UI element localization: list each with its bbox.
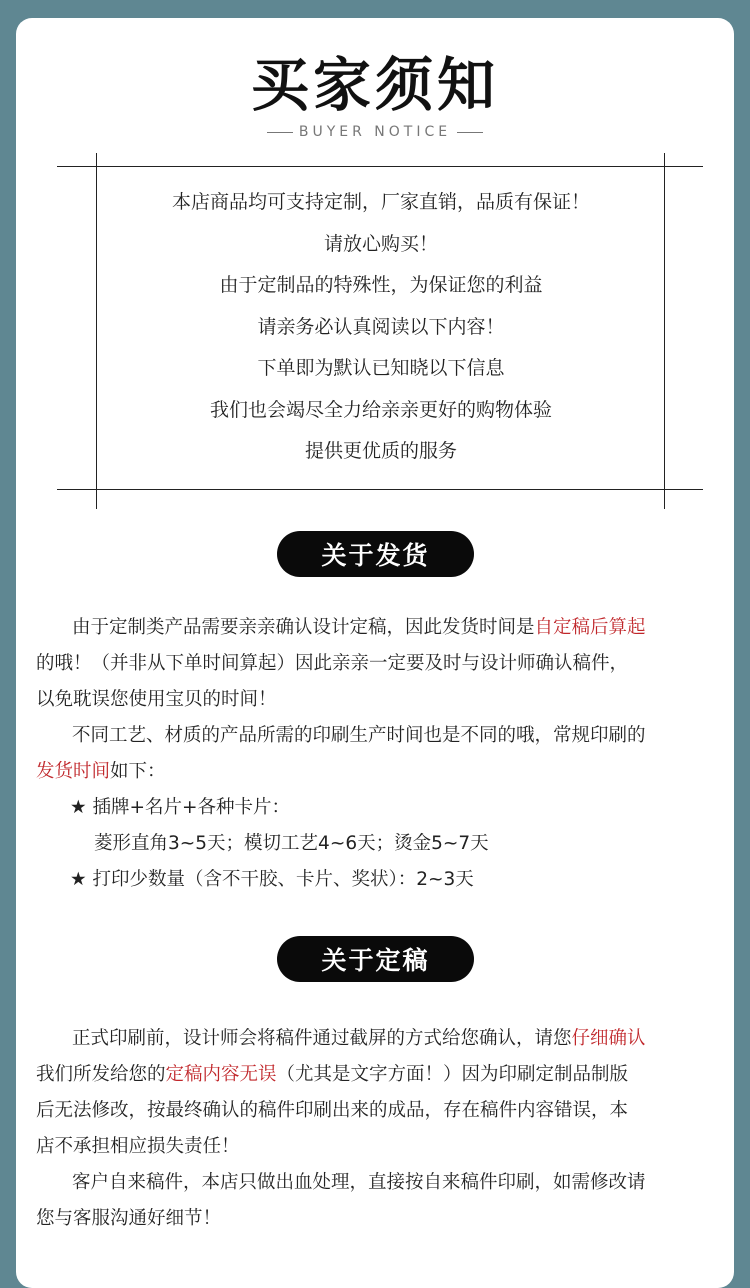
text-span: 我们所发给您的: [36, 1064, 166, 1085]
frame-bottom-line: [57, 489, 703, 490]
notice-line: 我们也会竭尽全力给亲亲更好的购物体验: [209, 398, 552, 421]
notice-line: 请亲务必认真阅读以下内容！: [257, 315, 505, 338]
proof-line: 店不承担相应损失责任！: [36, 1136, 240, 1157]
page-title: 买家须知: [250, 51, 499, 119]
shipping-line: 不同工艺、材质的产品所需的印刷生产时间也是不同的哦，常规印刷的: [72, 725, 646, 746]
highlight-text: 定稿内容无误: [165, 1064, 277, 1085]
shipping-line: [36, 610, 726, 646]
shipping-text: [36, 610, 726, 898]
shipping-bullet: ★ 打印少数量（含不干胶、卡片、奖状）：2~3天: [70, 869, 474, 890]
proof-line: [36, 1057, 726, 1093]
shipping-line: 以免耽误您使用宝贝的时间！: [36, 689, 277, 710]
notice-line: 下单即为默认已知晓以下信息: [257, 357, 505, 379]
notice-line: 提供更优质的服务: [304, 440, 457, 462]
subtitle-dash-left: [267, 132, 293, 133]
notice-line: 由于定制品的特殊性，为保证您的利益: [219, 274, 543, 296]
proof-line: 客户自来稿件，本店只做出血处理，直接按自来稿件印刷，如需修改请: [72, 1172, 646, 1193]
proof-text: [36, 1021, 726, 1237]
shipping-line: 的哦！（并非从下单时间算起）因此亲亲一定要及时与设计师确认稿件，: [36, 653, 629, 674]
proof-line: [36, 1021, 726, 1057]
proof-line: 后无法修改，按最终确认的稿件印刷出来的成品，存在稿件内容错误，本: [36, 1100, 629, 1121]
highlight-text: 发货时间: [36, 761, 111, 782]
shipping-bullet: ★ 插牌+名片+各种卡片：: [70, 797, 290, 818]
shipping-bullet-detail: 菱形直角3~5天；模切工艺4~6天；烫金5~7天: [94, 833, 489, 854]
subtitle-text: BUYER NOTICE: [298, 124, 452, 140]
text-span: （尤其是文字方面！）因为印刷定制品制版: [276, 1064, 629, 1085]
frame-top-line: [57, 166, 703, 167]
proof-line: 您与客服沟通好细节！: [36, 1208, 222, 1229]
text-span: 正式印刷前，设计师会将稿件通过截屏的方式给您确认，请您: [72, 1028, 572, 1049]
subtitle-dash-right: [457, 132, 483, 133]
text-span: 如下：: [110, 761, 166, 782]
notice-line: 请放心购买！: [323, 232, 438, 255]
subtitle: [0, 124, 750, 140]
notice-text: [96, 182, 666, 473]
highlight-text: 仔细确认: [571, 1028, 646, 1049]
shipping-line: [36, 754, 726, 790]
highlight-text: 自定稿后算起: [534, 617, 646, 638]
text-span: 由于定制类产品需要亲亲确认设计定稿，因此发货时间是: [72, 617, 535, 638]
proof-heading: 关于定稿: [277, 936, 474, 982]
shipping-heading: 关于发货: [277, 531, 474, 577]
notice-line: 本店商品均可支持定制，厂家直销，品质有保证！: [171, 191, 590, 213]
